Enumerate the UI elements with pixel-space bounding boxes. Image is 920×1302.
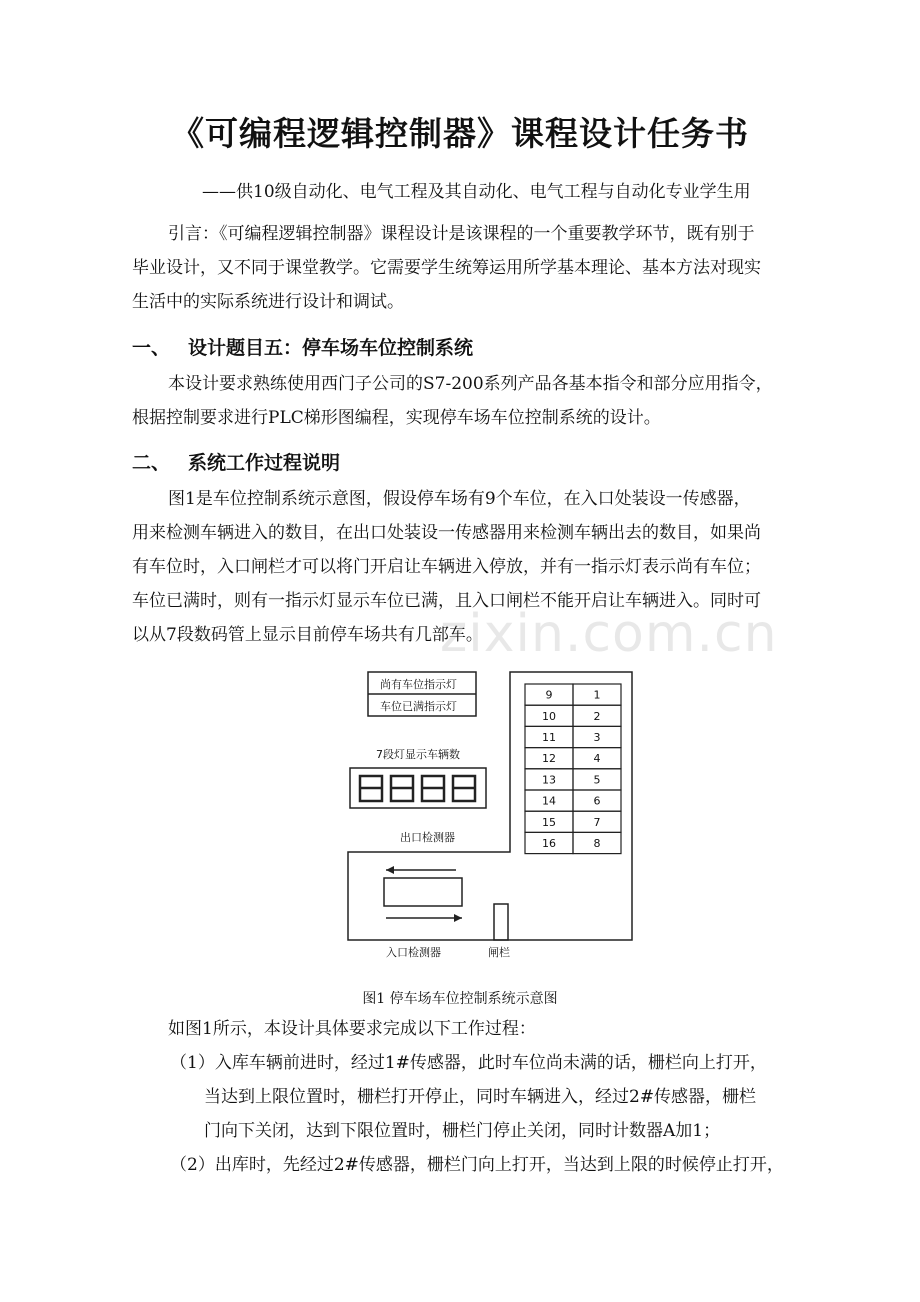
document-subtitle: ——供10级自动化、电气工程及其自动化、电气工程与自动化专业学生用	[202, 182, 751, 202]
seven-segment-digits	[360, 776, 475, 801]
lamp-available-label: 尚有车位指示灯	[380, 678, 457, 691]
parking-slot-number: 7	[593, 815, 601, 829]
parking-slot-number: 4	[593, 752, 601, 766]
parking-slot-number: 12	[542, 752, 556, 766]
entry-sensor-label: 入口检测器	[386, 946, 441, 959]
process-intro: 如图1所示，本设计具体要求完成以下工作过程：	[168, 1019, 536, 1039]
section-2-number: 二、	[132, 452, 171, 474]
parking-slot-grid	[525, 684, 621, 854]
section-2-line-1: 图1是车位控制系统示意图，假设停车场有9个车位，在入口处装设一传感器，	[168, 489, 751, 509]
parking-slot-number: 2	[593, 709, 601, 723]
parking-slot-number: 13	[542, 773, 556, 787]
section-2-line-3: 有车位时，入口闸栏才可以将门开启让车辆进入停放，并有一指示灯表示尚有车位；	[132, 557, 761, 577]
section-1-line-1: 本设计要求熟练使用西门子公司的S7-200系列产品各基本指令和部分应用指令，	[168, 374, 773, 394]
parking-slot-number: 3	[593, 731, 601, 744]
digit-2	[391, 776, 413, 801]
parking-slot-number: 5	[593, 773, 601, 787]
section-2-title: 系统工作过程说明	[188, 452, 341, 474]
parking-slot-number: 9	[545, 688, 553, 702]
process-item-1-line-2: 当达到上限位置时，栅栏打开停止，同时车辆进入，经过2#传感器，栅栏	[204, 1087, 757, 1107]
section-1-number: 一、	[132, 337, 171, 359]
process-item-1-line-3: 门向下关闭，达到下限位置时，栅栏门停止关闭，同时计数器A加1；	[204, 1121, 721, 1141]
process-item-2-line-1: （2）出库时，先经过2#传感器，栅栏门向上打开，当达到上限的时候停止打开，	[170, 1155, 784, 1175]
document-title: 《可编程逻辑控制器》课程设计任务书	[171, 114, 749, 153]
section-1-title: 设计题目五：停车场车位控制系统	[188, 337, 474, 359]
parking-slot-number: 11	[542, 731, 556, 744]
exit-arrow-head	[386, 866, 394, 874]
exit-sensor-label: 出口检测器	[400, 831, 455, 844]
parking-slot-number: 10	[542, 709, 556, 723]
section-2-line-4: 车位已满时，则有一指示灯显示车位已满，且入口闸栏不能开启让车辆进入。同时可	[132, 591, 761, 611]
parking-slot-number: 8	[593, 837, 601, 850]
digit-1	[360, 776, 382, 801]
section-2-line-5: 以从7段数码管上显示目前停车场共有几部车。	[132, 625, 483, 645]
entry-arrow-head	[454, 914, 462, 922]
figure-caption: 图1 停车场车位控制系统示意图	[362, 991, 558, 1007]
watermark: zixin.com.cn	[440, 604, 778, 664]
lamp-full-label: 车位已满指示灯	[380, 700, 457, 713]
process-item-1-line-1: （1）入库车辆前进时，经过1#传感器，此时车位尚未满的话，栅栏向上打开，	[170, 1053, 767, 1073]
intro-line-3: 生活中的实际系统进行设计和调试。	[132, 292, 404, 312]
section-1-line-2: 根据控制要求进行PLC梯形图编程，实现停车场车位控制系统的设计。	[132, 408, 661, 428]
gate-label: 闸栏	[488, 946, 510, 959]
parking-slot-number: 1	[593, 688, 601, 702]
parking-slot-number: 14	[542, 794, 556, 808]
section-2-line-2: 用来检测车辆进入的数目，在出口处装设一传感器用来检测车辆出去的数目，如果尚	[132, 523, 761, 543]
gate-barrier	[494, 904, 508, 940]
vehicle-box	[384, 878, 462, 906]
digit-3	[422, 776, 444, 801]
display-label: 7段灯显示车辆数	[376, 748, 460, 761]
parking-slot-number: 15	[542, 815, 556, 829]
intro-line-1: 引言：《可编程逻辑控制器》课程设计是该课程的一个重要教学环节，既有别于	[168, 224, 755, 244]
parking-slot-number: 16	[542, 837, 556, 850]
parking-slot-number: 6	[593, 794, 601, 808]
intro-line-2: 毕业设计，又不同于课堂教学。它需要学生统筹运用所学基本理论、基本方法对现实	[132, 258, 761, 278]
digit-4	[453, 776, 475, 801]
